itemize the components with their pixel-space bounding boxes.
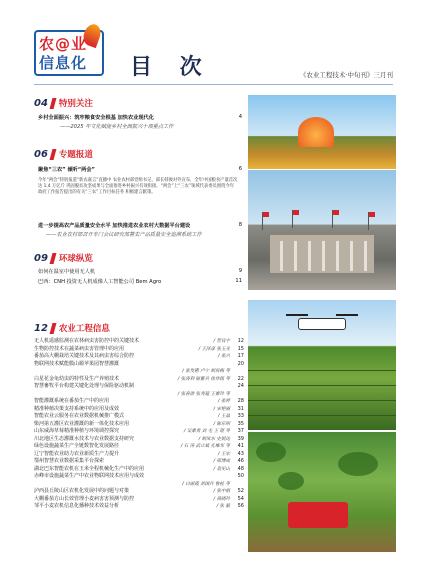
toc-subline: ——农业农村部召开专门会议研究部署农产品质量安全追溯系统工作 (46, 232, 202, 238)
article-title: 智慧畜牧平台构建关键化处理与保险驱动机制 (34, 383, 135, 389)
article-title: 鄂州智慧农业数据采集平台探索 (34, 458, 105, 464)
page-number: 9 (238, 268, 242, 274)
article-authors: / 张发惠 卢宁 胡再梅 等 (182, 369, 230, 374)
red-flag-icon (333, 210, 339, 215)
article-title: 智能灌溉系统在番茄生产中的应用 (34, 398, 110, 404)
article-title: 川北地区生态灌溉水技术与农业数据支持研究 (34, 435, 135, 442)
article-authors: / 张中娟 (213, 489, 230, 494)
article-title: 绿色设施蔬菜生产全链数智化发展路径 (34, 443, 120, 449)
toc-row[interactable] (34, 413, 244, 421)
column (364, 241, 367, 271)
harvest-sun-photo (248, 95, 396, 169)
column (280, 241, 283, 271)
page-number: 56 (237, 503, 244, 509)
header-divider (34, 84, 393, 85)
article-authors: / 王晶 (218, 414, 230, 419)
article-authors: / 邢博成 (213, 459, 230, 464)
foliage (256, 442, 286, 462)
article-title: 赤峰市设施蔬菜生产中农业物联网技术应用与成效 (34, 473, 145, 479)
article-title: 辽宁智能农业助力农业新质生产力提升 (34, 450, 120, 457)
section-header-12 (34, 322, 110, 334)
article-title: 生物防控技术在蔬菜病虫害管理中的应用 (34, 345, 125, 352)
article-authors: / 张春游 张秀超 王素玲 等 (177, 391, 230, 397)
toc-row[interactable] (34, 436, 244, 444)
section-header-04 (34, 97, 93, 109)
section-marker (49, 323, 56, 334)
section-title: 环球纵览 (58, 254, 93, 264)
toc-row[interactable] (34, 473, 244, 481)
section-number: 04 (34, 97, 48, 109)
journal-name: 《农业工程技术·中旬刊》三月刊 (299, 71, 393, 79)
section-header-09 (34, 252, 93, 264)
foliage (338, 452, 378, 476)
toc-row[interactable] (34, 488, 244, 496)
section-marker (49, 149, 56, 160)
toc-link-feature[interactable]: 聚焦“三农” 倾听“两会” (38, 167, 95, 173)
feature-summary: 今年“两会”特别报道“新农嘉言”直播中 农业农村部党组书记、部长韩俊对外宣布，全年中国粮食产量首次达 1.4 万亿斤 巩固脱贫攻坚成果与全面推进乡村振兴有效衔接。“两会”上“三农”领域代表委员围绕今年政府工作报告提出的有关“三农”工作目标任务 积极建言献策。 (38, 178, 238, 195)
toc-link-special[interactable]: 乡村全面振兴：筑牢粮食安全根基 加快农业现代化 (38, 115, 154, 121)
article-title: 湖北巴东智能农机在玉米全程机械化生产中的应用 (34, 465, 145, 472)
section-number: 09 (34, 252, 48, 264)
toc-row[interactable] (34, 346, 244, 354)
section-title: 农业工程信息 (58, 324, 110, 334)
page-number: 46 (237, 458, 244, 464)
toc-row[interactable] (34, 451, 244, 459)
page-title: 目 次 (130, 55, 212, 80)
toc-row (34, 391, 244, 399)
section-marker (49, 98, 56, 109)
greenhouse-cart-photo (248, 432, 396, 552)
page-number: 6 (238, 166, 242, 172)
crop-row (248, 415, 396, 416)
crop-row (248, 385, 396, 386)
page-number: 48 (237, 465, 244, 472)
drone-rotor (286, 314, 308, 316)
page-number: 33 (237, 413, 244, 419)
article-authors: / 白丽霞 刘国兵 鲁桂 等 (182, 481, 230, 487)
page-number: 35 (237, 420, 244, 427)
toc-row[interactable] (34, 421, 244, 429)
page-number: 54 (237, 495, 244, 502)
page-number: 12 (237, 338, 244, 344)
column (294, 241, 297, 271)
harvest-cart (288, 502, 348, 528)
red-flag-icon (293, 210, 299, 215)
page-number: 50 (237, 473, 244, 479)
article-authors: / 张涛利 陈紫兵 徐伟铭 等 (177, 376, 230, 382)
page-number: 4 (238, 114, 242, 120)
section-title: 特别关注 (58, 99, 93, 109)
crop-row (248, 400, 396, 401)
page-number: 15 (237, 345, 244, 352)
article-title: 白星花金龟幼虫的特性及生产养殖技术 (34, 375, 120, 382)
drone-rotor (336, 314, 358, 316)
toc-row[interactable] (34, 503, 244, 511)
column (336, 241, 339, 271)
article-authors: / 张婷 (218, 399, 230, 404)
red-flag-icon (369, 212, 375, 217)
drone-field-photo (248, 300, 396, 430)
page-number: 31 (237, 405, 244, 412)
article-list (34, 338, 244, 511)
article-authors: / 吴素勇 刘 毛 王 琨 等 (183, 429, 230, 434)
section-number: 12 (34, 322, 48, 334)
toc-row[interactable] (34, 466, 244, 474)
article-title: 邹平小麦农机信息化播种技术效益分析 (34, 503, 120, 509)
toc-row[interactable] (34, 353, 244, 361)
red-flag-icon (263, 212, 269, 217)
article-title: 柴河第五灌区农业灌溉的新一体化技术应用 (34, 420, 130, 427)
toc-row[interactable] (34, 338, 244, 346)
page-number: 37 (237, 428, 244, 434)
article-title: 智能农业云服务在农业数据机械推广模式 (34, 413, 125, 419)
toc-row[interactable] (34, 458, 244, 466)
column (308, 241, 311, 271)
page-number: 39 (237, 435, 244, 442)
toc-row[interactable] (34, 496, 244, 504)
toc-row[interactable] (34, 383, 244, 391)
article-authors: / 陈乐明 (213, 421, 230, 427)
page-number: 41 (237, 443, 244, 449)
article-authors: / 张兴 (218, 354, 230, 359)
article-authors: / 袁见山 (213, 466, 230, 472)
parliament-building-photo (248, 170, 396, 290)
article-title: 大棚番茄方山长效管理小麦病害害预测与防控 (34, 495, 135, 502)
section-title: 专题报道 (58, 150, 93, 160)
article-authors: / 王宏 (218, 451, 230, 457)
section-number: 06 (34, 148, 48, 160)
section-header-06 (34, 148, 93, 160)
article-title: 无人机遥感监测在农林病虫害防控中的关键技术 (34, 338, 140, 344)
page-number: 17 (237, 353, 244, 359)
page-number: 28 (237, 398, 244, 404)
article-authors: / 宋艳丽 (213, 406, 230, 412)
article-authors: / 石 涛 武立斌 孔维军 等 (180, 444, 230, 449)
article-title: 精准种植决策支持系统中的应用及成效 (34, 405, 120, 412)
toc-row[interactable] (34, 376, 244, 384)
rising-sun-shape (298, 117, 334, 147)
page-number: 22 (237, 375, 244, 382)
great-hall-facade (270, 232, 374, 273)
page-number: 52 (237, 488, 244, 494)
magazine-logo (34, 30, 104, 76)
toc-link-global-1[interactable]: 如何在温室中使用无人机 (38, 269, 96, 275)
article-authors: / 胡凤东 史锐达 (198, 436, 230, 442)
article-authors: / 王泽彦 张玉光 (198, 346, 230, 352)
article-title: 物联网技术赋能膜山塬苹果园智慧灌溉 (34, 360, 120, 367)
toc-link-global-2[interactable]: 巴西：CNH 投资无人机成像人工智能公司 Bem Agro (38, 279, 162, 285)
column (350, 241, 353, 271)
toc-row (34, 368, 244, 376)
article-title: 泸西县丘陵山区农机化发展中的问题与对策 (34, 488, 130, 494)
toc-row[interactable] (34, 361, 244, 369)
page-number: 20 (237, 360, 244, 367)
toc-link-feature-2[interactable]: 进一步提高农产品质量安全水平 加快推进农业农村大数据平台建设 (38, 223, 191, 229)
page-number: 24 (237, 383, 244, 389)
article-authors: / 黄晓玲 (213, 496, 230, 502)
article-title: 番茄高大棚栽培关键技术及其病虫害综合防控 (34, 353, 135, 359)
crop-row (248, 370, 396, 371)
article-authors: / 张 毅 (216, 504, 230, 509)
toc-row[interactable] (34, 398, 244, 406)
article-title: 山东威海草莓精准种植与环境调控探究 (34, 428, 120, 434)
article-authors: / 智良宇 (213, 339, 230, 344)
column (322, 241, 325, 271)
toc-subline: ——2025 年文化赋能乡村全面振兴十项重点工作 (60, 124, 174, 130)
logo-line-1: 农@业 (39, 35, 88, 53)
foliage (278, 472, 304, 490)
page-number: 11 (235, 278, 242, 284)
toc-row[interactable] (34, 443, 244, 451)
logo-line-2: 信息化 (39, 54, 88, 72)
toc-row (34, 481, 244, 489)
drone-icon (298, 318, 346, 330)
page-number: 43 (237, 450, 244, 457)
section-marker (49, 253, 56, 264)
page-number: 8 (238, 222, 242, 228)
toc-row[interactable] (34, 406, 244, 414)
toc-row[interactable] (34, 428, 244, 436)
